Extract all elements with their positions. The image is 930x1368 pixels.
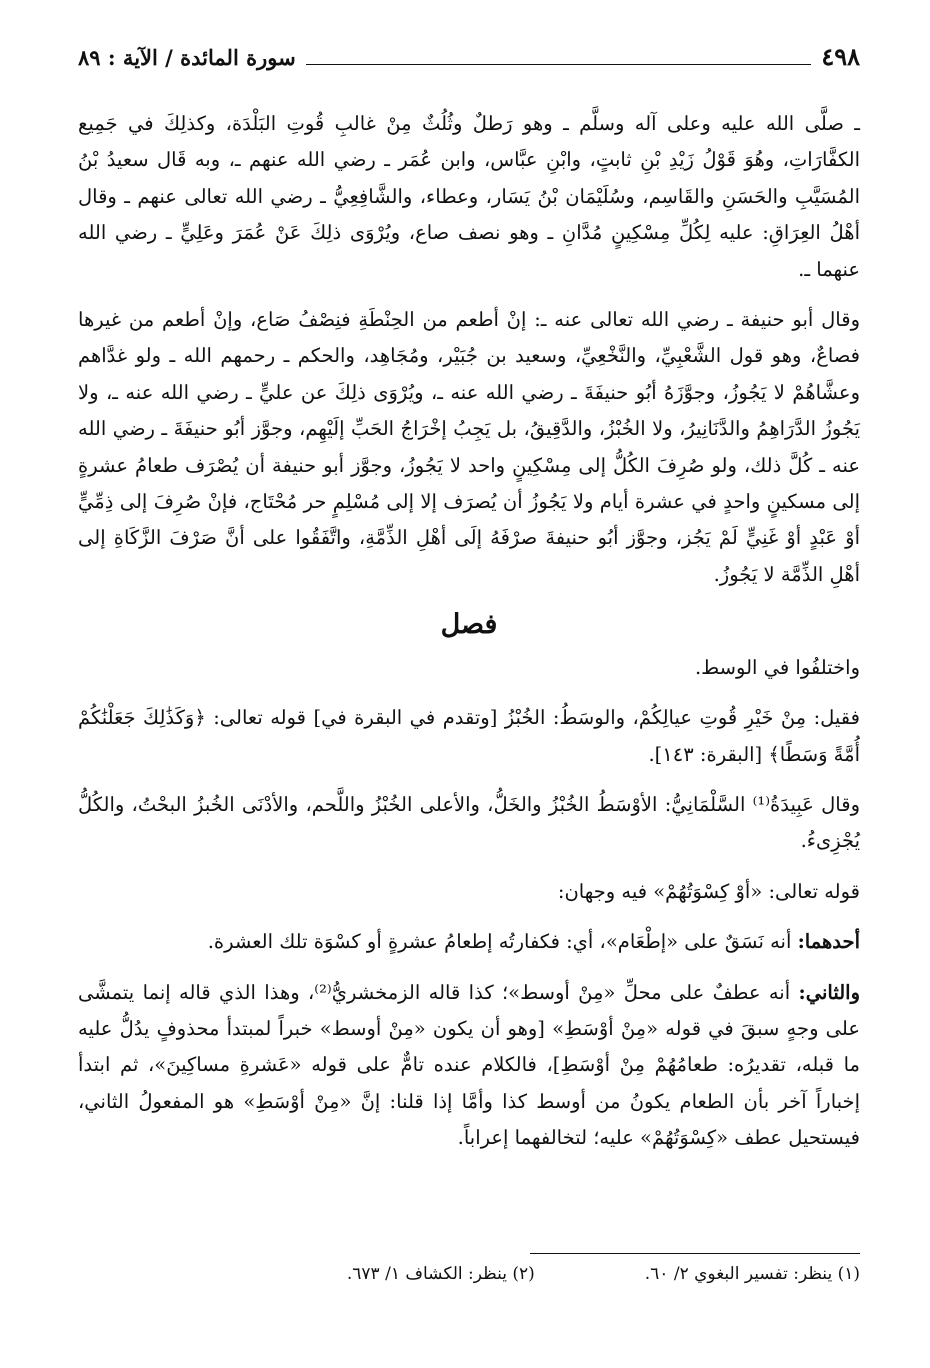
section-heading: فصل xyxy=(440,609,498,641)
page-number: ٤٩٨ xyxy=(821,42,860,71)
footnote-1: (١) ينظر: تفسير البغوي ٢/ ٦٠. xyxy=(644,1264,860,1284)
section-intro: واختلفُوا في الوسط. xyxy=(694,655,860,679)
header-rule xyxy=(306,64,812,65)
paragraph: ـ صلَّى الله عليه وعلى آله وسلَّم ـ وهو رَطلٌ وثُلُثٌ مِنْ غالبِ قُوتِ البَلْدَة، وكذلِكَ في جَمِيع الكفَّارَاتِ، وهُوَ قَوْلُ زَيْدِ بْنِ ثابتٍ، وابْنِ عبَّاس، وابن عُمَر ـ رضي الله عنهم ـ، وبه قَال سعيدُ بْنُ المُسَيَّبِ والحَسَنِ والقَاسِم، وسُلَيْمَان بْنُ يَسَار، وعطاء، والشَّافِعِيُّ ـ رضي الله تعالى عنهم ـ وقال أهْلُ العِرَاقِ: عليه لِكُلِّ مِسْكِينٍ مُدَّانِ ـ وهو نصف صاع، ويُرْوَى ذلِكَ عَنْ عُمَرَ وعَلِيٍّ ـ رضي الله عنهما ـ. xyxy=(78,112,860,281)
paragraph: وقال عَبِيدَةُ⁽¹⁾ السَّلْمَانِيُّ: الأوْسَطُ الخُبْزُ والخَلُّ، والأعلى الخُبْزُ واللَّحم، والأدْنَى الخُبزُ البحْتُ، والكُلُّ يُجْزِىءُ. xyxy=(78,792,860,853)
footnote-rule xyxy=(530,1253,860,1254)
paragraph: وقال أبو حنيفة ـ رضي الله تعالى عنه ـ: إنْ أطعم من الحِنْطَةِ فنِصْفُ صَاع، وإنْ أطعم من غيرها فصاعٌ، وهو قول الشَّعْبِيِّ، والنَّخْعِيِّ، وسعيد بن جُبَيْر، ومُجَاهِد، والحكم ـ رحمهم الله ـ ولو غدَّاهم وعشَّاهُمْ لا يَجُوزُ، وجوَّزَهُ أبُو حنيفَةَ ـ رضي الله عنه ـ، ويُرْوَى ذلِكَ عن عليٍّ ـ رضي الله عنه ـ، ولا يَجُوزُ الدَّرَاهِمُ والدَّنَانِيرُ، ولا الخُبْزُ، والدَّقِيقُ، بل يَجِبُ إخْرَاجُ الحَبِّ إلَيْهِم، وجوَّز أبُو حنيفَةَ ـ رضي الله عنه ـ كُلَّ ذلك، ولو صُرِفَ الكُلُّ إلى مِسْكِينٍ واحد لا يَجُوزُ، وجوَّز أبو حنيفة أن يُصْرَف طعامُ عشرةٍ إلى مسكينٍ واحدٍ في عشرة أيام ولا يَجُوزُ أن يُصرَف إلا إلى مُسْلِمٍ حر مُحْتَاج، فإنْ صُرِفَ إلى ذِمِّيٍّ أوْ عَبْدٍ أوْ غَنِيٍّ لَمْ يَجُز، وجوَّز أبُو حنيفةَ صرْفَهُ إلَى أهْلِ الذِّمَّةِ، واتَّفَقُوا على أنَّ صَرْفَ الزَّكَاةِ إلى أهْلِ الذِّمَّة لا يَجُوزُ. xyxy=(78,308,860,586)
paragraph: فقيل: مِنْ خَيْرِ قُوتِ عيالِكُمْ، والوسَطُ: الخُبْزُ [وتقدم في البقرة في] قوله تعالى: ﴿وَكَذَٰلِكَ جَعَلْنَٰكُمْ أُمَّةً وَسَطًا﴾ [البقرة: ١٤٣]. xyxy=(78,706,860,766)
page-header xyxy=(78,42,860,76)
footnote-2: (٢) ينظر: الكشاف ١/ ٦٧٣. xyxy=(346,1264,535,1284)
page-body xyxy=(78,106,860,1157)
first-aspect-text: أنه نَسَقٌ على «إطْعَام»، أي: فكفارتُه إطعامُ عشرةٍ أو كسْوَة تلك العشرة. xyxy=(207,930,798,954)
second-aspect-label: والثاني: xyxy=(798,980,860,1004)
first-aspect-label: أحدهما: xyxy=(797,930,860,954)
paragraph xyxy=(78,924,860,960)
second-aspect-text: أنه عطفٌ على محلِّ «مِنْ أوسط»؛ كذا قاله الزمخشريُّ⁽²⁾، وهذا الذي قاله إنما يتمشَّى على وجهٍ سبقَ في قوله «مِنْ أوْسَطِ» [وهو أن يكون «مِنْ أوسط» خبراً لمبتدأ محذوفٍ يدُلُّ عليه ما قبله، تقديرُه: طعامُهُمْ مِنْ أوْسَطِ]، فالكلام عنده تامٌّ على قوله «عَشرةِ مساكِينَ»، ثم ابتدأ إخباراً آخر بأن الطعام يكونُ من أوسط كذا وأمَّا إذا قلنا: إنَّ «مِنْ أوْسَطِ» هو المفعولُ الثاني، فيستحيل عطف «كِسْوَتُهُمْ» عليه؛ لتخالفهما إعراباً. xyxy=(78,980,860,1150)
running-title: سورة المائدة / الآية : ٨٩ xyxy=(78,45,296,70)
footnotes xyxy=(78,1264,860,1284)
paragraph: قوله تعالى: «أوْ كِسْوَتُهُمْ» فيه وجهان: xyxy=(557,879,860,903)
paragraph xyxy=(78,975,860,1157)
